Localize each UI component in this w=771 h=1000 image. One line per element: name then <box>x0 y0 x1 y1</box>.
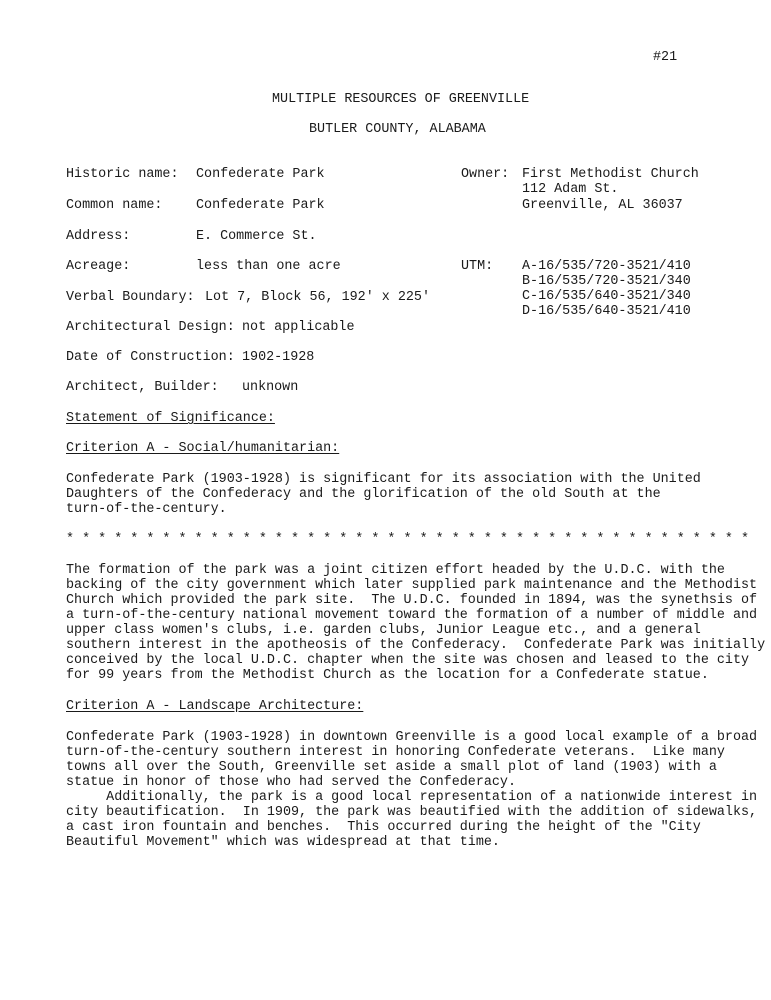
address-label: Address: <box>66 229 131 244</box>
statement-heading: Statement of Significance: <box>66 411 275 426</box>
historic-name-value: Confederate Park <box>196 167 325 182</box>
paragraph-line: Confederate Park (1903-1928) is significant for its association with the United <box>66 472 701 487</box>
criterion-social-heading: Criterion A - Social/humanitarian: <box>66 441 340 456</box>
owner-line: 112 Adam St. <box>522 182 619 197</box>
common-name-value: Confederate Park <box>196 198 325 213</box>
document-title: MULTIPLE RESOURCES OF GREENVILLE <box>272 92 530 107</box>
utm-line: D-16/535/640-3521/410 <box>522 304 691 319</box>
utm-line: A-16/535/720-3521/410 <box>522 259 691 274</box>
architectural-design-label: Architectural Design: <box>66 320 235 335</box>
paragraph-line: upper class women's clubs, i.e. garden clubs, Junior League etc., and a general <box>66 623 701 638</box>
verbal-boundary-label: Verbal Boundary: <box>66 290 195 305</box>
verbal-boundary-value: Lot 7, Block 56, 192' x 225' <box>205 290 430 305</box>
date-of-construction-label: Date of Construction: <box>66 350 235 365</box>
owner-label: Owner: <box>461 167 510 182</box>
paragraph-line: Confederate Park (1903-1928) in downtown Greenville is a good local example of a broad <box>66 730 758 745</box>
criterion-landscape-heading: Criterion A - Landscape Architecture: <box>66 699 364 714</box>
paragraph-line: statue in honor of those who had served the Confederacy. <box>66 775 516 790</box>
paragraph-line: Beautiful Movement" which was widespread at that time. <box>66 835 500 850</box>
county-line: BUTLER COUNTY, ALABAMA <box>309 122 486 137</box>
paragraph-line: The formation of the park was a joint citizen effort headed by the U.D.C. with the <box>66 563 725 578</box>
architect-builder-label: Architect, Builder: <box>66 380 219 395</box>
date-of-construction-value: 1902-1928 <box>242 350 315 365</box>
page-number: #21 <box>653 50 678 65</box>
paragraph-line: a cast iron fountain and benches. This occurred during the height of the "City <box>66 820 701 835</box>
paragraph-line: towns all over the South, Greenville set aside a small plot of land (1903) with a <box>66 760 717 775</box>
common-name-label: Common name: <box>66 198 163 213</box>
utm-label: UTM: <box>461 259 494 274</box>
criterion-social-paragraph <box>66 472 726 517</box>
acreage-label: Acreage: <box>66 259 131 274</box>
utm-line: C-16/535/640-3521/340 <box>522 289 691 304</box>
owner-line: First Methodist Church <box>522 167 699 182</box>
historic-name-label: Historic name: <box>66 167 179 182</box>
acreage-value: less than one acre <box>196 259 341 274</box>
owner-line: Greenville, AL 36037 <box>522 198 683 213</box>
utm-line: B-16/535/720-3521/340 <box>522 274 691 289</box>
history-paragraph <box>66 563 766 683</box>
landscape-paragraph <box>66 730 758 850</box>
architect-builder-value: unknown <box>242 380 299 395</box>
architectural-design-value: not applicable <box>242 320 355 335</box>
paragraph-line: backing of the city government which later supplied park maintenance and the Methodist <box>66 578 758 593</box>
paragraph-line: Church which provided the park site. The U.D.C. founded in 1894, was the synethsis of <box>66 593 758 608</box>
paragraph-line: a turn-of-the-century national movement toward the formation of a number of middle and <box>66 608 758 623</box>
paragraph-line: city beautification. In 1909, the park was beautified with the addition of sidewalks, <box>66 805 758 820</box>
paragraph-line: Daughters of the Confederacy and the glorification of the old South at the <box>66 487 661 502</box>
asterisk-separator: * * * * * * * * * * * * * * * * * * * * * * * * * * * * * * * * * * * * * * * * * * * <box>66 532 750 547</box>
paragraph-line: southern interest in the apotheosis of the Confederacy. Confederate Park was initially <box>66 638 766 653</box>
paragraph-line: conceived by the local U.D.C. chapter when the site was chosen and leased to the city <box>66 653 750 668</box>
paragraph-line: turn-of-the-century southern interest in honoring Confederate veterans. Like many <box>66 745 725 760</box>
paragraph-line: for 99 years from the Methodist Church as the location for a Confederate statue. <box>66 668 709 683</box>
paragraph-line: turn-of-the-century. <box>66 502 227 517</box>
address-value: E. Commerce St. <box>196 229 317 244</box>
paragraph-line: Additionally, the park is a good local representation of a nationwide interest in <box>66 790 758 805</box>
